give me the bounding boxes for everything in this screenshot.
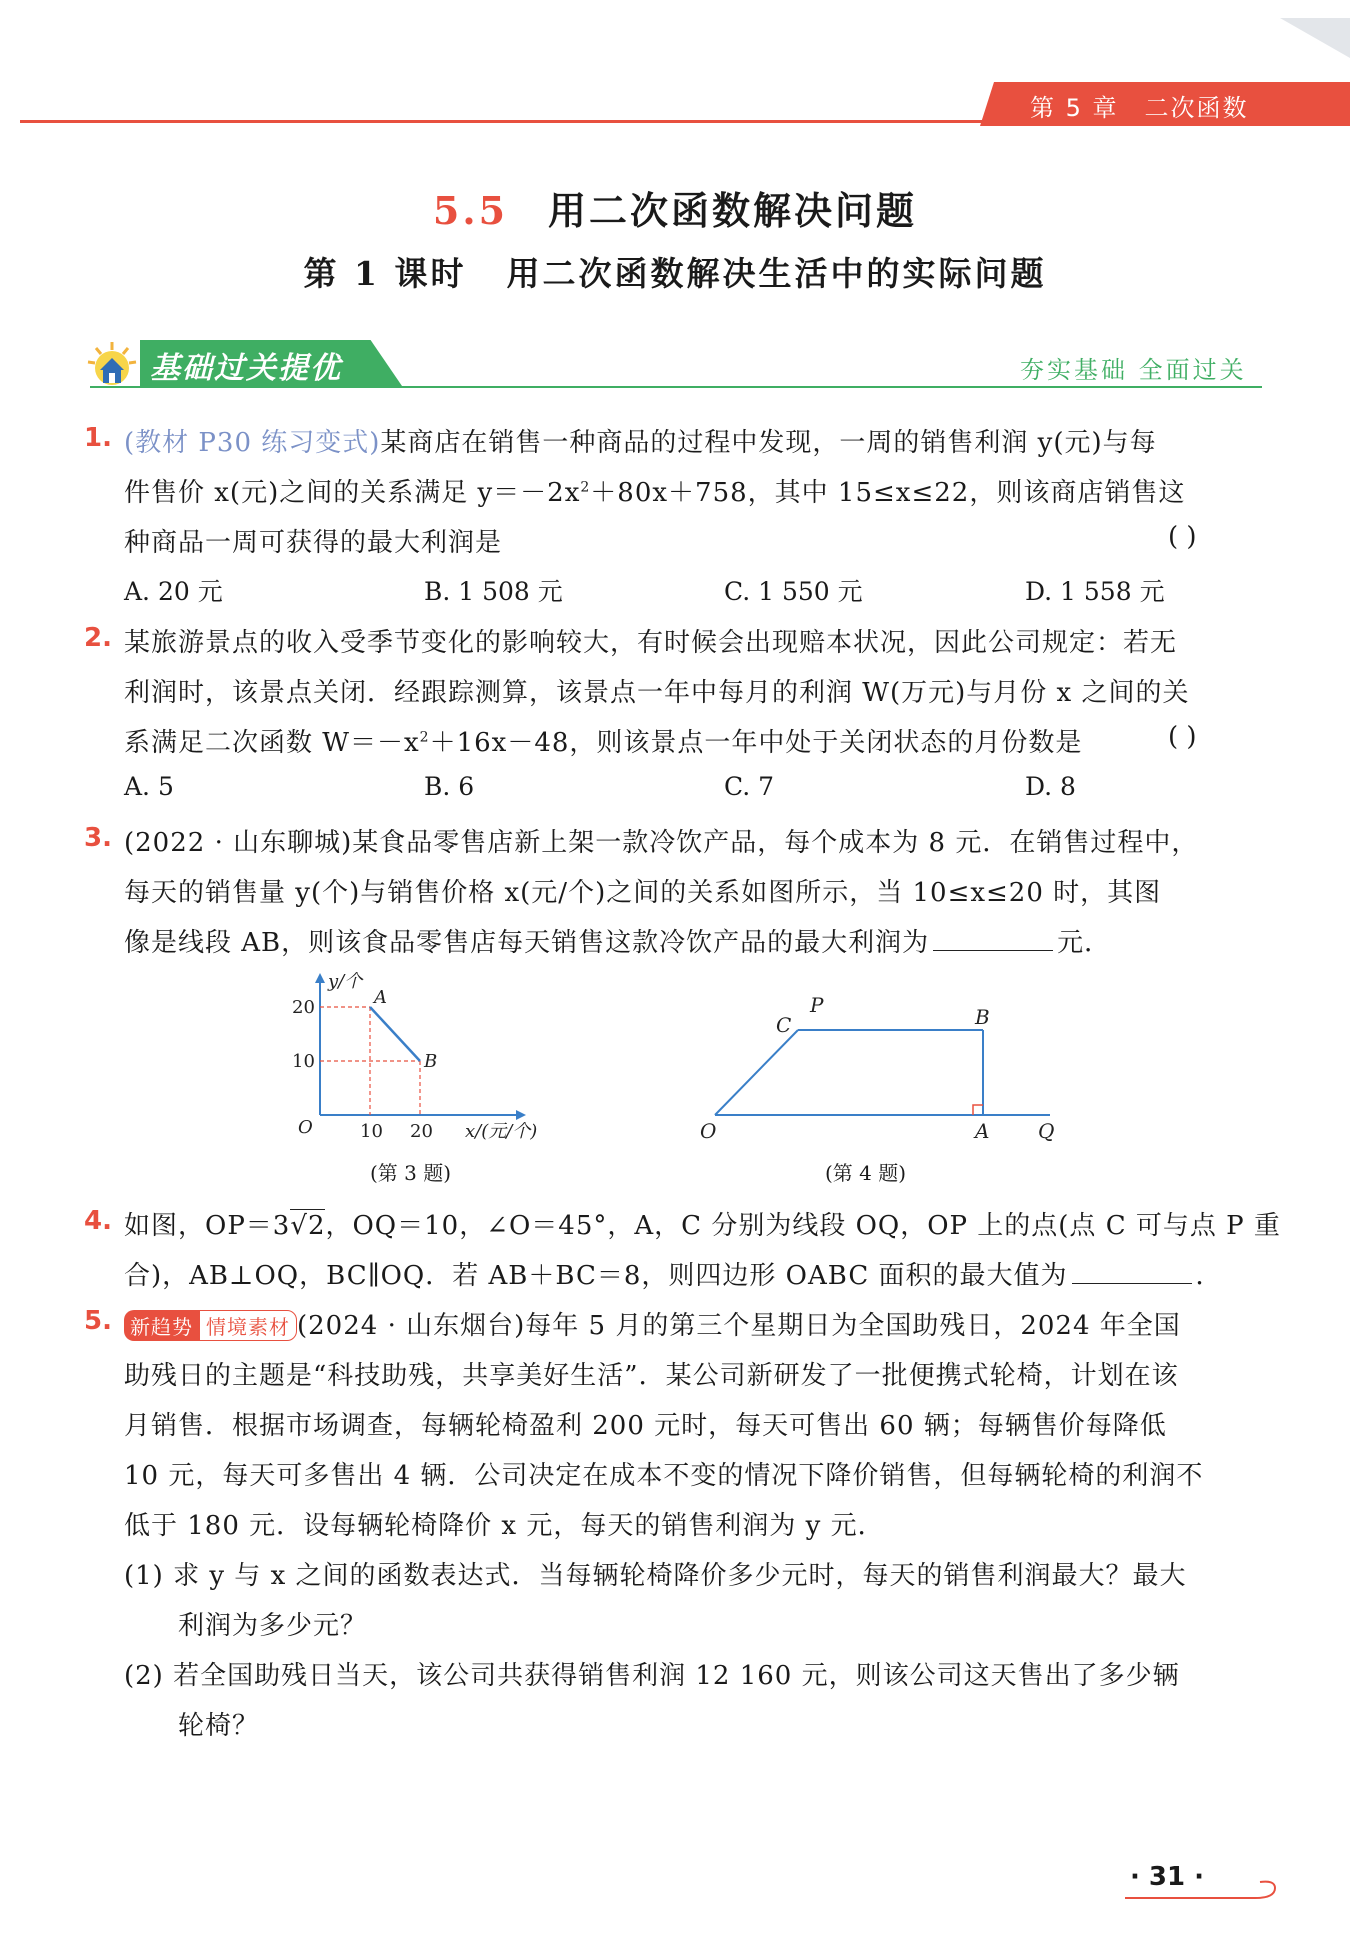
figure-4-segment-op xyxy=(715,1030,798,1115)
figure-3-point-a: A xyxy=(374,987,387,1008)
question-2-answer-paren: ( ) xyxy=(1168,722,1197,752)
question-4-text-1a: 如图，OP＝3 xyxy=(124,1211,291,1241)
figure-3-x-tick-10: 10 xyxy=(360,1121,383,1142)
question-3-line-2: 每天的销售量 y(个)与销售价格 x(元/个)之间的关系如图所示，当 10≤x≤20 时，其图 xyxy=(124,878,1162,908)
figure-3-graph xyxy=(280,965,580,1145)
figure-4-label-c: C xyxy=(776,1013,792,1037)
question-5-number: 5. xyxy=(84,1306,112,1336)
chapter-heading xyxy=(1030,88,1275,123)
question-5-line-3: 月销售．根据市场调查，每辆轮椅盈利 200 元时，每天可售出 60 辆；每辆售价每降低 xyxy=(124,1411,1167,1441)
question-5-part-1-line-2: 利润为多少元？ xyxy=(178,1611,368,1641)
question-4-line-2 xyxy=(124,1255,1223,1292)
question-1-number: 1. xyxy=(84,423,112,453)
figure-3-y-tick-20: 20 xyxy=(292,997,315,1018)
question-4-line-1 xyxy=(124,1205,1281,1242)
question-3-number: 3. xyxy=(84,823,112,853)
figure-4-caption: (第 4 题) xyxy=(825,1161,907,1185)
chapter-number: 第 5 章 xyxy=(1030,94,1119,122)
question-2-text-3a: 系满足二次函数 W＝－x xyxy=(124,728,420,758)
question-2-option-b: B. 6 xyxy=(424,772,475,801)
question-5-part-2-line-2: 轮椅？ xyxy=(178,1711,260,1741)
question-2-text-3b: ＋16x－48，则该景点一年中处于关闭状态的月份数是 xyxy=(429,728,1083,758)
question-5-line-1 xyxy=(124,1305,1181,1342)
section-name: 用二次函数解决问题 xyxy=(548,188,918,233)
figure-4-label-o: O xyxy=(700,1119,717,1143)
figure-3-point-b: B xyxy=(424,1051,438,1072)
figure-3-origin: O xyxy=(298,1117,313,1138)
question-4-text-2b: ． xyxy=(1195,1261,1223,1291)
question-1-option-a: A. 20 元 xyxy=(124,577,223,606)
figure-3-segment-ab xyxy=(370,1007,420,1061)
lesson-title xyxy=(0,248,1350,295)
lesson-name: 用二次函数解决生活中的实际问题 xyxy=(506,254,1047,293)
question-1-option-b: B. 1 508 元 xyxy=(424,577,563,606)
question-5-line-5: 低于 180 元．设每辆轮椅降价 x 元，每天的销售利润为 y 元． xyxy=(124,1511,885,1541)
question-1-text-2b: ＋80x＋758，其中 15≤x≤22，则该商店销售这 xyxy=(590,478,1186,508)
figure-4-diagram xyxy=(690,990,1070,1150)
figure-4-label-q: Q xyxy=(1038,1119,1055,1143)
question-3-text-3b: 元． xyxy=(1057,928,1112,958)
question-4-sqrt-value: 2 xyxy=(307,1211,326,1241)
question-2-option-d: D. 8 xyxy=(1025,772,1076,801)
context-material-tag: 情境素材 xyxy=(199,1310,297,1341)
question-1-option-d: D. 1 558 元 xyxy=(1025,577,1165,606)
section-motto: 夯实基础 全面过关 xyxy=(1020,356,1247,384)
question-1-text-2a: 件售价 x(元)之间的关系满足 y＝－2x xyxy=(124,478,581,508)
question-5-line-2: 助残日的主题是“科技助残，共享美好生活”．某公司新研发了一批便携式轮椅，计划在该 xyxy=(124,1361,1179,1391)
question-2-option-a: A. 5 xyxy=(124,772,174,801)
figure-4-label-b: B xyxy=(975,1005,990,1029)
banner-rule xyxy=(90,386,1262,388)
figure-4-label-a: A xyxy=(975,1119,990,1143)
question-1-source: (教材 P30 练习变式) xyxy=(124,428,381,458)
figure-3-x-label: x/(元/个) xyxy=(465,1121,538,1142)
question-2-number: 2. xyxy=(84,623,112,653)
page-number-underline xyxy=(1125,1880,1285,1900)
question-1-line-2: 件售价 x(元)之间的关系满足 $y=-2x^2+80x+758$，其中 15≤x≤22，则该商店销售这 xyxy=(124,478,1186,508)
section-number: 5.5 xyxy=(432,188,509,233)
question-2-line-1: 某旅游景点的收入受季节变化的影响较大，有时候会出现赔本状况，因此公司规定：若无 xyxy=(124,628,1178,658)
question-1-option-c: C. 1 550 元 xyxy=(724,577,863,606)
figure-3-x-tick-20: 20 xyxy=(410,1121,433,1142)
chapter-title: 二次函数 xyxy=(1144,94,1249,122)
question-3-text-3a: 像是线段 AB，则该食品零售店每天销售这款冷饮产品的最大利润为 xyxy=(124,928,930,958)
question-5-part-1-line-1: (1) 求 y 与 x 之间的函数表达式．当每辆轮椅降价多少元时，每天的销售利润最大？最大 xyxy=(124,1561,1187,1591)
question-2-line-2: 利润时，该景点关闭．经跟踪测算，该景点一年中每月的利润 W(万元)与月份 x 之间的关 xyxy=(124,678,1190,708)
question-5-text-1: (2024 · 山东烟台)每年 5 月的第三个星期日为全国助残日，2024 年全国 xyxy=(297,1311,1181,1341)
section-title xyxy=(0,180,1350,235)
question-5-part-2-line-1: (2) 若全国助残日当天，该公司共获得销售利润 12 160 元，则该公司这天售出了多少辆 xyxy=(124,1661,1180,1691)
figure-3-y-tick-10: 10 xyxy=(292,1051,315,1072)
page-corner-fold xyxy=(1270,18,1350,78)
question-1-answer-paren: ( ) xyxy=(1168,522,1197,552)
question-5-line-4: 10 元，每天可多售出 4 辆．公司决定在成本不变的情况下降价销售，但每辆轮椅的利润不 xyxy=(124,1461,1204,1491)
figure-4-label-p: P xyxy=(810,993,824,1017)
question-3-line-3 xyxy=(124,922,1111,959)
question-3-line-1: (2022 · 山东聊城)某食品零售店新上架一款冷饮产品，每个成本为 8 元．在销售过程中， xyxy=(124,828,1199,858)
question-4-number: 4. xyxy=(84,1206,112,1236)
question-1-text-1: 某商店在销售一种商品的过程中发现，一周的销售利润 y(元)与每 xyxy=(380,428,1157,458)
question-4-text-2a: 合)，AB⊥OQ，BC∥OQ．若 AB＋BC＝8，则四边形 OABC 面积的最大值为 xyxy=(124,1261,1068,1291)
page-number: · 31 · xyxy=(1130,1862,1205,1892)
question-1-line-1 xyxy=(124,422,1157,459)
figure-3-caption: (第 3 题) xyxy=(370,1161,452,1185)
question-4-text-1b: ，OQ＝10，∠O＝45°，A，C 分别为线段 OQ，OP 上的点(点 C 可与点 P 重 xyxy=(325,1211,1281,1241)
question-1-line-3: 种商品一周可获得的最大利润是 xyxy=(124,528,503,558)
question-3-answer-blank[interactable] xyxy=(933,950,1053,951)
figure-3-y-label: y/个 xyxy=(328,971,363,992)
question-2-option-c: C. 7 xyxy=(724,772,775,801)
question-2-line-3: 系满足二次函数 $W=-x^2+16x-48$，则该景点一年中处于关闭状态的月份数是 xyxy=(124,728,1083,758)
new-trend-tag: 新趋势 xyxy=(124,1310,199,1341)
section-banner-label: 基础过关提优 xyxy=(150,351,342,386)
question-4-answer-blank[interactable] xyxy=(1072,1283,1192,1284)
question-4-sqrt: √2 xyxy=(290,1211,326,1241)
lesson-number: 第 1 课时 xyxy=(303,254,467,293)
